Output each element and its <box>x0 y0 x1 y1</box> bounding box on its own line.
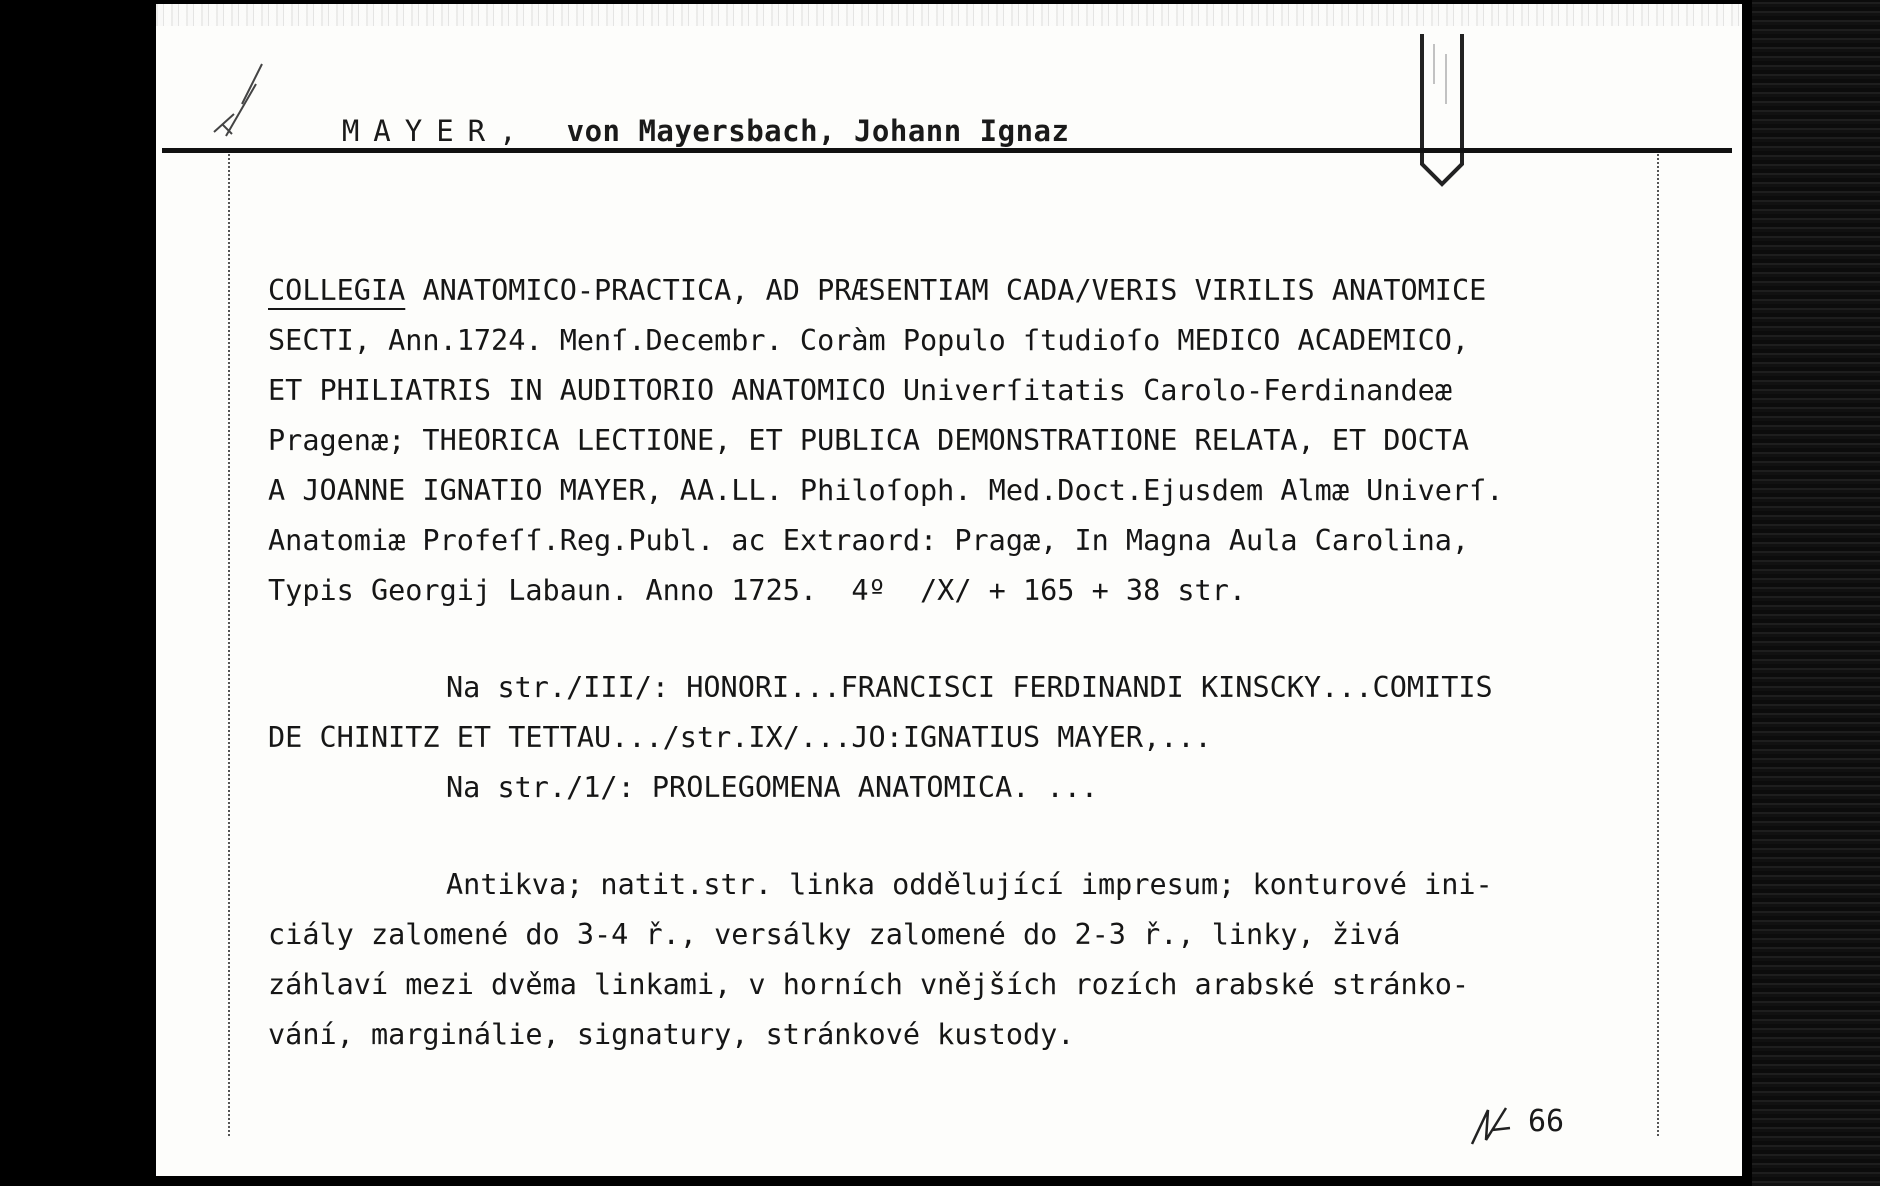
card-tab-marker-icon <box>1414 24 1470 192</box>
description-line: vání, marginálie, signatury, stránkové kustody. <box>268 1018 1075 1051</box>
author-surname: MAYER, <box>341 114 531 148</box>
title-line-text: ANATOMICO-PRACTICA, AD PRÆSENTIAM CADA/VERIS VIRILIS ANATOMICE <box>405 274 1487 307</box>
title-line: A JOANNE IGNATIO MAYER, AA.LL. Philoſoph. Med.Doct.Ejusdem Almæ Univerſ. <box>268 474 1504 507</box>
left-margin-rule <box>228 154 230 1136</box>
title-line: SECTI, Ann.1724. Menſ.Decembr. Coràm Populo ſtudioſo MEDICO ACADEMICO, <box>268 324 1470 357</box>
pencil-annotation-icon <box>204 44 274 144</box>
catalog-card <box>156 4 1742 1176</box>
card-reference-number: 66 <box>1528 1104 1565 1139</box>
title-line: Anatomiæ Profeſſ.Reg.Publ. ac Extraord: Pragæ, In Magna Aula Carolina, <box>268 524 1470 557</box>
page-note-line: Na str./III/: HONORI...FRANCISCI FERDINANDI KINSCKY...COMITIS <box>446 671 1493 704</box>
description-line: Antikva; natit.str. linka oddělující impresum; konturové ini- <box>446 868 1493 901</box>
handwritten-initial-icon <box>1466 1100 1516 1150</box>
scan-edge <box>1752 0 1880 1186</box>
page-note-line: Na str./1/: PROLEGOMENA ANATOMICA. ... <box>446 771 1099 804</box>
page-note-line: DE CHINITZ ET TETTAU.../str.IX/...JO:IGNATIUS MAYER,... <box>268 721 1212 754</box>
description-line: ciály zalomené do 3-4 ř., versálky zalomené do 2-3 ř., linky, živá <box>268 918 1401 951</box>
title-line: Pragenæ; THEORICA LECTIONE, ET PUBLICA DEMONSTRATIONE RELATA, ET DOCTA <box>268 424 1470 457</box>
title-first-word: COLLEGIA <box>268 274 406 307</box>
paragraph-gap <box>268 616 1728 663</box>
card-heading <box>272 80 1069 182</box>
title-line <box>268 266 1728 316</box>
heading-divider <box>162 148 1732 153</box>
paragraph-gap <box>268 813 1728 860</box>
title-line: ET PHILIATRIS IN AUDITORIO ANATOMICO Univerſitatis Carolo-Ferdinandeæ <box>268 374 1452 407</box>
title-line: Typis Georgij Labaun. Anno 1725. 4º /X/ + 165 + 38 str. <box>268 574 1247 607</box>
scan-noise <box>156 4 1742 26</box>
entry-body <box>268 266 1728 1060</box>
description-line: záhlaví mezi dvěma linkami, v horních vnějších rozích arabské stránko- <box>268 968 1470 1001</box>
author-given-name: von Mayersbach, Johann Ignaz <box>566 114 1070 148</box>
